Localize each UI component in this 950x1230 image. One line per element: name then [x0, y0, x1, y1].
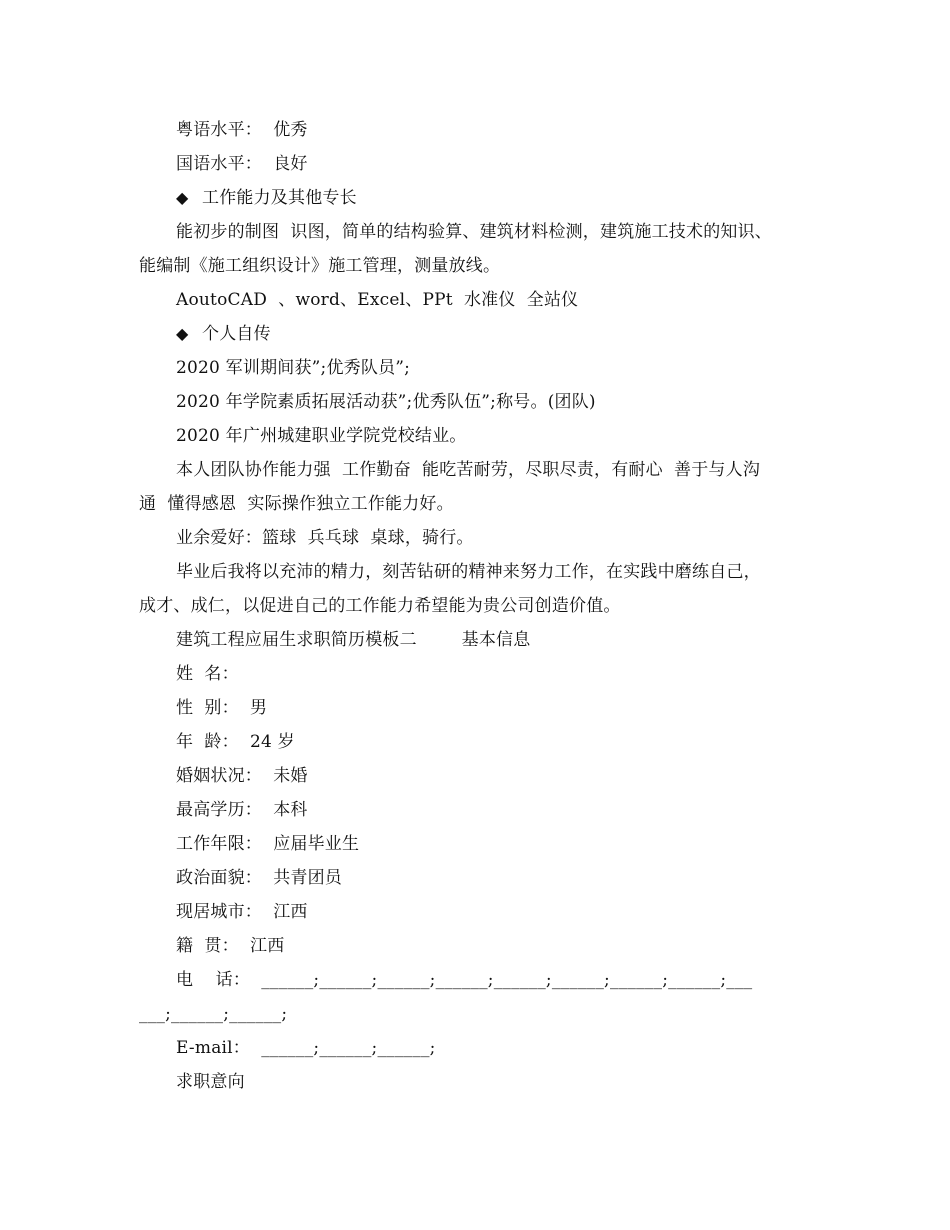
field-education: 最高学历： 本科 [176, 800, 308, 820]
field-work-years: 工作年限： 应届毕业生 [176, 834, 360, 854]
field-current-city: 现居城市： 江西 [176, 902, 308, 922]
field-marital-status: 婚姻状况： 未婚 [176, 766, 308, 786]
diamond-bullet-icon: ◆ [176, 324, 189, 343]
skills-paragraph-line-2: 能编制《施工组织设计》施工管理，测量放线。 [139, 256, 501, 276]
software-skills-line: AoutoCAD 、word、Excel、PPt 水准仪 全站仪 [176, 290, 579, 310]
self-evaluation-line-2: 通 懂得感恩 实际操作独立工作能力好。 [139, 494, 454, 514]
award-line-1: 2020 军训期间获”;优秀队员”; [176, 358, 411, 378]
hobbies-line: 业余爱好：篮球 兵乓球 桌球，骑行。 [176, 528, 474, 548]
career-goal-line-2: 成才、成仁，以促进自己的工作能力希望能为贵公司创造价值。 [139, 596, 621, 616]
job-intention-heading: 求职意向 [176, 1072, 245, 1092]
field-phone: 电 话： ______;______;______;______;______;______;______;______;___ [176, 970, 753, 990]
section-heading-profile [176, 322, 271, 346]
award-line-2: 2020 年学院素质拓展活动获”;优秀队伍”;称号。(团队) [176, 392, 596, 412]
career-goal-line-1: 毕业后我将以充沛的精力，刻苦钻研的精神来努力工作，在实践中磨练自己， [176, 562, 761, 582]
section-heading-skills [176, 186, 357, 210]
skills-paragraph-line-1: 能初步的制图 识图，简单的结构验算、建筑材料检测，建筑施工技术的知识、 [176, 222, 773, 242]
mandarin-level-line: 国语水平： 良好 [176, 154, 308, 174]
field-age: 年 龄： 24 岁 [176, 732, 295, 752]
award-line-3: 2020 年广州城建职业学院党校结业。 [176, 426, 467, 446]
cantonese-level-line: 粤语水平： 优秀 [176, 120, 308, 140]
field-name: 姓 名： [176, 664, 239, 684]
section-heading-profile-text: 个人自传 [202, 324, 271, 344]
section-heading-skills-text: 工作能力及其他专长 [202, 188, 357, 208]
diamond-bullet-icon: ◆ [176, 188, 189, 207]
self-evaluation-line-1: 本人团队协作能力强 工作勤奋 能吃苦耐劳，尽职尽责，有耐心 善于与人沟 [176, 460, 761, 480]
field-hometown: 籍 贯： 江西 [176, 936, 285, 956]
field-email: E-mail： ______;______;______; [176, 1038, 436, 1058]
field-phone-continued: ___;______;______; [139, 1004, 288, 1024]
field-political-status: 政治面貌： 共青团员 [176, 868, 343, 888]
template-two-title: 建筑工程应届生求职简历模板二 基本信息 [176, 630, 531, 650]
field-gender: 性 别： 男 [176, 698, 268, 718]
